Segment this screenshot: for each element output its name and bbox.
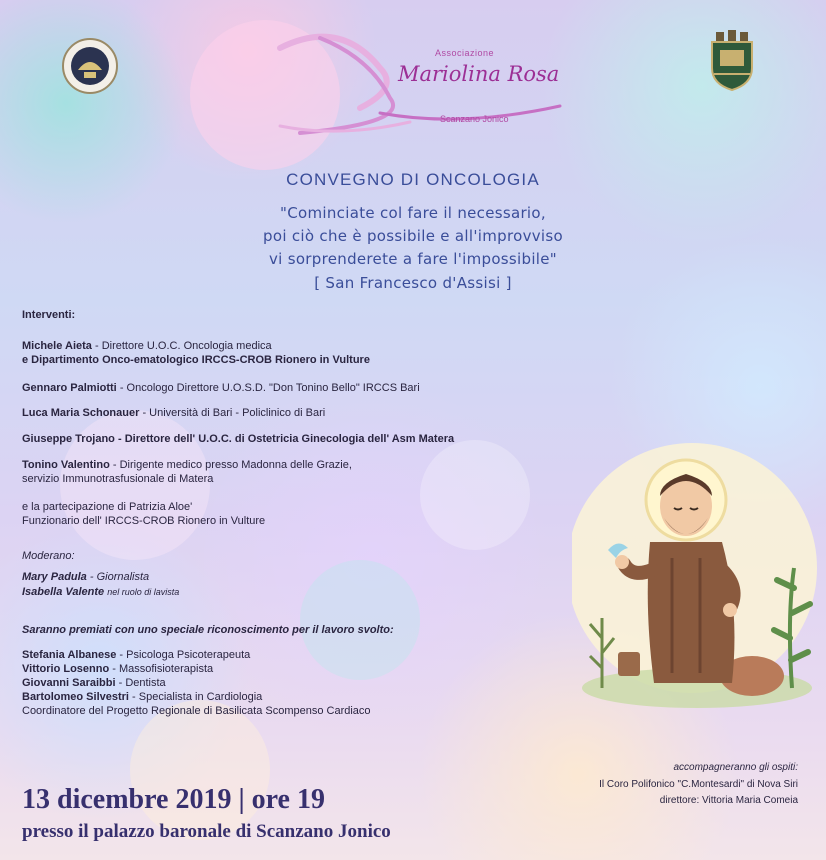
awardee-entry xyxy=(22,676,166,690)
bokeh-light xyxy=(420,440,530,550)
town-coat-of-arms xyxy=(706,30,758,92)
awardee-entry xyxy=(22,662,213,676)
accompaniment-line: Il Coro Polifonico "C.Montesardi" di Nova Siri xyxy=(599,779,798,790)
speaker-entry xyxy=(22,432,454,446)
awardee-entry xyxy=(22,690,262,704)
speaker-name: Gennaro Palmiotti xyxy=(22,382,117,394)
awardee-role: - Massofisioterapista xyxy=(112,663,214,675)
speaker-role: - Oncologo Direttore U.O.S.D. "Don Tonino Bello" IRCCS Bari xyxy=(119,382,420,394)
awardee-name: Vittorio Losenno xyxy=(22,663,110,675)
speaker-role: e la partecipazione di Patrizia Aloe' xyxy=(22,501,193,513)
speaker-name: Tonino Valentino xyxy=(22,459,110,471)
speaker-entry xyxy=(22,353,370,367)
accompaniment-line: direttore: Vittoria Maria Comeia xyxy=(659,795,798,806)
association-prefix: Associazione xyxy=(435,48,495,58)
quote-attribution: [ San Francesco d'Assisi ] xyxy=(314,274,512,292)
speaker-name: Michele Aieta xyxy=(22,340,92,352)
moderator-role: - Giornalista xyxy=(89,571,150,583)
bokeh-light xyxy=(300,560,420,680)
speaker-name: Giuseppe Trojano xyxy=(22,433,115,445)
event-venue: presso il palazzo baronale di Scanzano Jonico xyxy=(22,821,391,842)
association-name: Mariolina Rosa xyxy=(398,62,560,86)
moderator-name: Mary Padula xyxy=(22,571,87,583)
awardee-role: Coordinatore del Progetto Regionale di Basilicata Scompenso Cardiaco xyxy=(22,705,371,717)
premiati-heading: Saranno premiati con uno speciale riconoscimento per il lavoro svolto: xyxy=(22,624,394,636)
moderator-name: Isabella Valente xyxy=(22,586,105,598)
speaker-role: Funzionario dell' IRCCS-CROB Rionero in Vulture xyxy=(22,515,266,527)
speaker-role: servizio Immunotrasfusionale di Matera xyxy=(22,473,214,485)
moderano-heading: Moderano: xyxy=(22,550,75,562)
speaker-entry xyxy=(22,406,325,420)
moderator-role: nel ruolo di lavista xyxy=(107,587,180,597)
quote-line: poi ciò che è possibile e all'improvviso xyxy=(263,227,563,245)
speaker-role: - Università di Bari - Policlinico di Bari xyxy=(142,407,326,419)
speaker-entry xyxy=(22,381,420,395)
speaker-entry xyxy=(22,514,265,528)
moderator-entry xyxy=(22,585,179,599)
speaker-entry xyxy=(22,458,352,472)
awardee-name: Stefania Albanese xyxy=(22,649,117,661)
speaker-entry xyxy=(22,500,192,514)
speaker-entry xyxy=(22,339,272,353)
accompaniment-line: accompagneranno gli ospiti: xyxy=(673,762,798,773)
awardee-entry xyxy=(22,704,371,718)
awardee-name: Bartolomeo Silvestri xyxy=(22,691,129,703)
awardee-name: Giovanni Saraibbi xyxy=(22,677,116,689)
event-date: 13 dicembre 2019 | ore 19 xyxy=(22,784,325,815)
awardee-role: - Psicologa Psicoterapeuta xyxy=(119,649,251,661)
speaker-role: - Direttore dell' U.O.C. di Ostetricia Ginecologia dell' Asm Matera xyxy=(117,433,455,445)
awardee-role: - Specialista in Cardiologia xyxy=(132,691,263,703)
interventi-heading: Interventi: xyxy=(22,309,76,321)
saint-francis-illustration xyxy=(572,438,822,708)
speaker-role: - Direttore U.O.C. Oncologia medica xyxy=(94,340,272,352)
association-place: Scanzano Jonico xyxy=(440,114,509,124)
awardee-entry xyxy=(22,648,250,662)
speaker-name: Luca Maria Schonauer xyxy=(22,407,140,419)
moderator-entry xyxy=(22,570,149,584)
bokeh-light xyxy=(130,700,270,840)
quote-line: "Cominciate col fare il necessario, xyxy=(280,204,546,222)
quote-line: vi sorprenderete a fare l'impossibile" xyxy=(269,250,557,268)
speaker-role: e Dipartimento Onco-ematologico IRCCS-CROB Rionero in Vulture xyxy=(22,354,370,366)
crest-emblem xyxy=(60,36,120,96)
speaker-entry xyxy=(22,472,213,486)
awardee-role: - Dentista xyxy=(118,677,166,689)
event-title: CONVEGNO DI ONCOLOGIA xyxy=(286,170,540,189)
speaker-role: - Dirigente medico presso Madonna delle Grazie, xyxy=(112,459,352,471)
